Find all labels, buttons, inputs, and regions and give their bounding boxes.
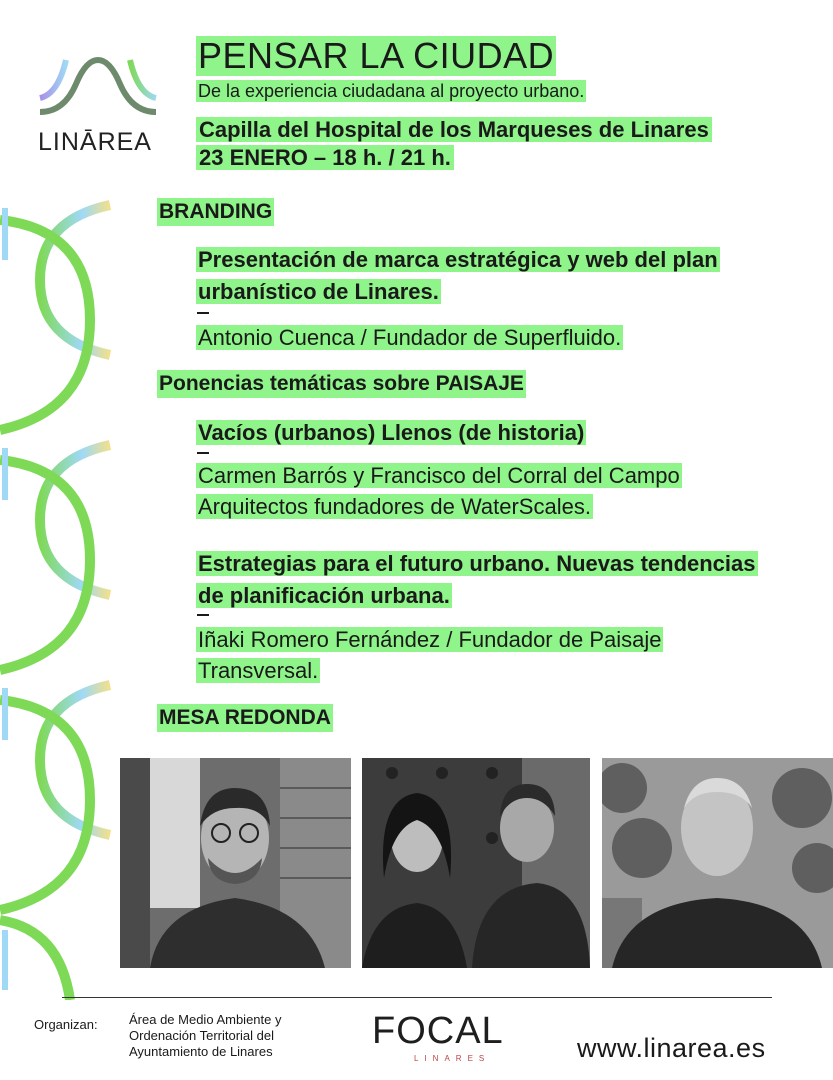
organizan-label: Organizan: bbox=[34, 1017, 98, 1032]
talk-1-title: Presentación de marca estratégica y web del plan urbanístico de Linares. bbox=[198, 247, 718, 304]
footer-divider bbox=[62, 997, 772, 998]
section-mesa-redonda: MESA REDONDA bbox=[157, 704, 333, 732]
speaker-photo-2 bbox=[362, 758, 590, 968]
talk-3-speaker: Iñaki Romero Fernández / Fundador de Paisaje Transversal. bbox=[198, 627, 662, 683]
section-paisaje: Ponencias temáticas sobre PAISAJE bbox=[157, 370, 526, 398]
section-branding: BRANDING bbox=[157, 198, 274, 226]
talk-2-title: Vacíos (urbanos) Llenos (de historia) bbox=[198, 420, 585, 445]
linarea-logo-mark bbox=[36, 54, 160, 124]
website-link[interactable]: www.linarea.es bbox=[577, 1033, 766, 1063]
organizer-entity: Área de Medio Ambiente y Ordenación Territorial del Ayuntamiento de Linares bbox=[129, 1012, 282, 1059]
dash-separator bbox=[197, 312, 209, 314]
talk-3-title: Estrategias para el futuro urbano. Nuevas tendencias de planificación urbana. bbox=[198, 551, 756, 608]
speaker-photo-1 bbox=[120, 758, 351, 968]
talk-2-speaker: Carmen Barrós y Francisco del Corral del Campo Arquitectos fundadores de WaterScales. bbox=[198, 463, 680, 519]
decorative-arcs bbox=[0, 200, 120, 1000]
event-subtitle: De la experiencia ciudadana al proyecto urbano. bbox=[198, 81, 585, 101]
focal-logo: FOCAL bbox=[372, 1010, 504, 1052]
linarea-wordmark: LINĀREA bbox=[38, 128, 152, 156]
event-venue: Capilla del Hospital de los Marqueses de Linares bbox=[196, 117, 712, 142]
dash-separator bbox=[197, 452, 209, 454]
speaker-photo-3 bbox=[602, 758, 833, 968]
event-date: 23 ENERO – 18 h. / 21 h. bbox=[196, 145, 454, 170]
event-venue-date bbox=[196, 116, 816, 172]
focal-logo-subtitle: LINARES bbox=[414, 1054, 491, 1063]
dash-separator bbox=[197, 614, 209, 616]
event-title: PENSAR LA CIUDAD bbox=[198, 35, 555, 76]
talk-1-speaker: Antonio Cuenca / Fundador de Superfluido. bbox=[198, 325, 622, 350]
